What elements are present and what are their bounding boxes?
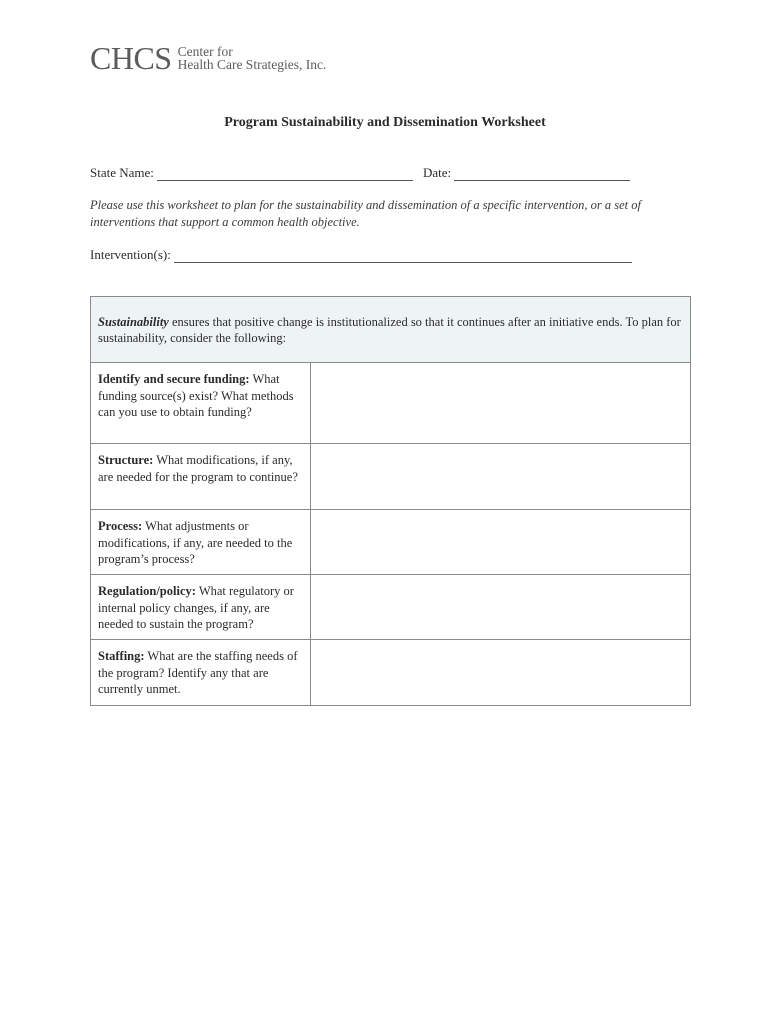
- state-name-field[interactable]: [157, 167, 413, 181]
- staffing-text: What are the staffing needs of the program? Identify any that are currently unmet.: [98, 649, 298, 696]
- date-field[interactable]: [454, 167, 630, 181]
- process-question: Process:: [98, 519, 143, 533]
- intervention-label: Intervention(s):: [90, 247, 171, 262]
- page-title: Program Sustainability and Dissemination Worksheet: [224, 115, 546, 130]
- funding-question: Identify and secure funding:: [98, 372, 250, 386]
- state-name-label: State Name:: [90, 165, 154, 180]
- regulation-prompt: [91, 575, 311, 639]
- staffing-answer-cell[interactable]: [311, 640, 690, 705]
- logo-mark: CHCS: [90, 40, 172, 76]
- logo-organization-name: [178, 42, 327, 71]
- logo-line-1: Center for: [177, 44, 233, 59]
- instructions-text: Please use this worksheet to plan for the sustainability and dissemination of a specific intervention, or a set of interventions that support a common health objective.: [90, 198, 641, 229]
- state-name-row: [90, 165, 413, 181]
- sustainability-intro: ensures that positive change is institutionalized so that it continues after an initiative ends. To plan for sustainability, consider the following:: [98, 315, 681, 345]
- funding-text: What funding source(s) exist? What methods can you use to obtain funding?: [98, 372, 294, 419]
- regulation-question: Regulation/policy:: [98, 584, 196, 598]
- process-prompt: [91, 510, 311, 574]
- table-row-regulation: [91, 575, 690, 640]
- staffing-prompt: [91, 640, 311, 705]
- chcs-logo: [90, 42, 326, 74]
- structure-text: What modifications, if any, are needed for the program to continue?: [98, 453, 298, 484]
- table-row-structure: [91, 444, 690, 510]
- intervention-row: [90, 247, 632, 263]
- table-row-funding: [91, 363, 690, 444]
- structure-question: Structure:: [98, 453, 154, 467]
- table-row-staffing: [91, 640, 690, 705]
- regulation-text: What regulatory or internal policy changes, if any, are needed to sustain the program?: [98, 584, 294, 631]
- funding-prompt: [91, 363, 311, 443]
- sustainability-table: [90, 296, 691, 706]
- table-row-process: [91, 510, 690, 575]
- funding-answer-cell[interactable]: [311, 363, 690, 443]
- sustainability-term: Sustainability: [98, 315, 169, 329]
- structure-prompt: [91, 444, 311, 509]
- staffing-question: Staffing:: [98, 649, 145, 663]
- date-row: [423, 165, 630, 181]
- process-answer-cell[interactable]: [311, 510, 690, 574]
- regulation-answer-cell[interactable]: [311, 575, 690, 639]
- logo-line-2: Health Care Strategies, Inc.: [177, 57, 327, 72]
- date-label: Date:: [423, 165, 452, 180]
- structure-answer-cell[interactable]: [311, 444, 690, 509]
- intervention-field[interactable]: [174, 249, 632, 263]
- process-text: What adjustments or modifications, if any, are needed to the program’s process?: [98, 519, 293, 566]
- sustainability-header: [91, 297, 690, 363]
